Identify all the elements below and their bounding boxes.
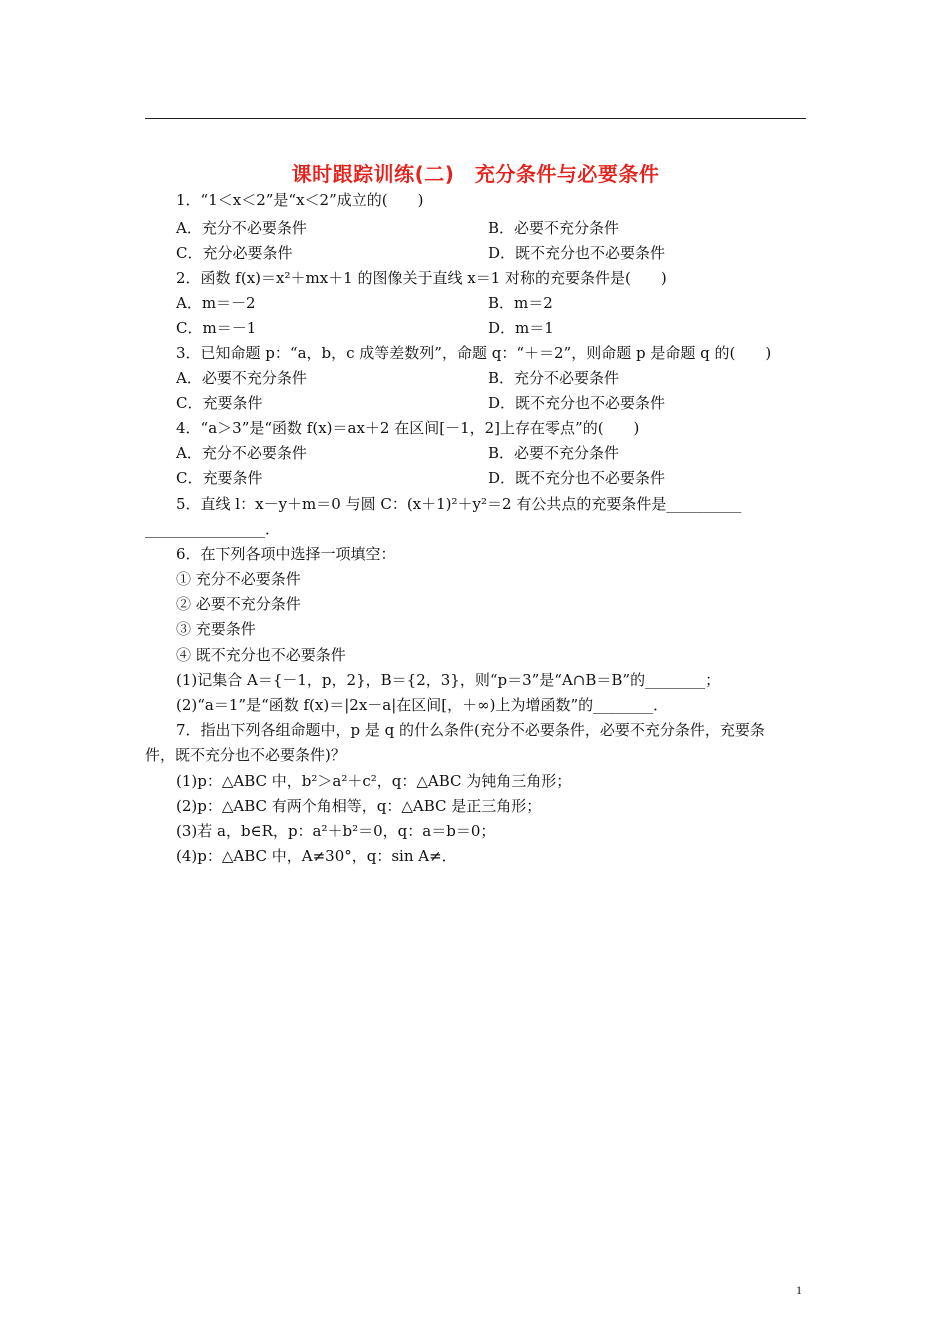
text-line: 4．“a＞3”是“函数 f(x)＝ax＋2 在区间[－1，2]上存在零点”的( ) <box>176 419 640 437</box>
text-line: D．既不充分也不必要条件 <box>488 244 666 262</box>
text-line: A．m＝－2 <box>176 294 256 312</box>
text-line: 2．函数 f(x)＝x²＋mx＋1 的图像关于直线 x＝1 对称的充要条件是( ) <box>176 269 667 287</box>
text-line: B．必要不充分条件 <box>488 219 620 237</box>
page-title: 课时跟踪训练(二) 充分条件与必要条件 <box>291 162 660 186</box>
text-line: C．m＝－1 <box>176 319 257 337</box>
text-line: ② 必要不充分条件 <box>176 595 301 613</box>
text-line: ③ 充要条件 <box>176 620 256 638</box>
text-line: (1)p：△ABC 中，b²＞a²＋c²，q：△ABC 为钝角三角形； <box>176 772 572 790</box>
page-number: 1 <box>796 1283 802 1297</box>
text-line: B．充分不必要条件 <box>488 369 620 387</box>
text-line: A．充分不必要条件 <box>176 219 307 237</box>
header-rule <box>145 118 806 119</box>
text-line: (2)“a＝1”是“函数 f(x)＝|2x－a|在区间[，＋∞)上为增函数”的________． <box>176 696 669 714</box>
text-line: D．m＝1 <box>488 319 554 337</box>
text-line: ① 充分不必要条件 <box>176 570 301 588</box>
text-line: 1．“1＜x＜2”是“x＜2”成立的( ) <box>176 191 424 209</box>
text-line: B．m＝2 <box>488 294 553 312</box>
text-line: (4)p：△ABC 中，A≠30°，q：sin A≠． <box>176 847 457 865</box>
text-line: 5．直线 l：x－y＋m＝0 与圆 C：(x＋1)²＋y²＝2 有公共点的充要条件是__________ <box>176 495 742 513</box>
text-line: 6．在下列各项中选择一项填空： <box>176 545 396 563</box>
text-line: C．充要条件 <box>176 469 263 487</box>
text-line: ________________． <box>145 520 281 538</box>
text-line: D．既不充分也不必要条件 <box>488 469 666 487</box>
text-line: 7．指出下列各组命题中，p 是 q 的什么条件(充分不必要条件，必要不充分条件，充要条 <box>176 721 765 739</box>
text-line: (1)记集合 A＝{－1，p，2}，B＝{2，3}，则“p＝3”是“A∩B＝B”的________； <box>176 671 721 689</box>
text-line: 件，既不充分也不必要条件)？ <box>145 746 346 764</box>
text-line: C．充要条件 <box>176 394 263 412</box>
text-line: 3．已知命题 p：“a，b，c 成等差数列”，命题 q：“＋＝2”，则命题 p 是命题 q 的( ) <box>176 344 772 362</box>
text-line: ④ 既不充分也不必要条件 <box>176 646 346 664</box>
text-line: A．充分不必要条件 <box>176 444 307 462</box>
text-line: B．必要不充分条件 <box>488 444 620 462</box>
text-line: (2)p：△ABC 有两个角相等，q：△ABC 是正三角形； <box>176 797 542 815</box>
text-line: A．必要不充分条件 <box>176 369 307 387</box>
text-line: C．充分必要条件 <box>176 244 293 262</box>
text-line: (3)若 a，b∈R，p：a²＋b²＝0，q：a＝b＝0； <box>176 822 496 840</box>
text-line: D．既不充分也不必要条件 <box>488 394 666 412</box>
